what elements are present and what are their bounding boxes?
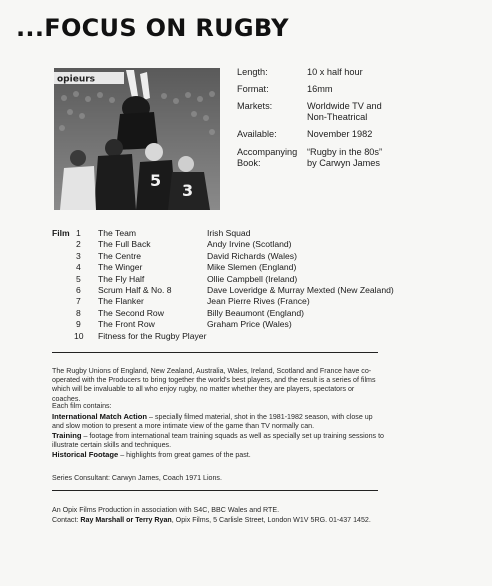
rugby-lineout-photo [54, 68, 220, 210]
photo-banner-text: opieurs [57, 74, 96, 85]
photo-illustration [54, 68, 220, 210]
brochure-page: ...FOCUS ON RUGBY opieurs 5 3 Length: 10 x half hour Format: 16mm Markets: Worldwide TV and Non-Theatrical Available: November 1982 Accompanying Book: “Rugby in the 80s” by Carwyn James Film 1 The Team Irish Squad 2 The Full Back Andy Irvine (Scotland) 3 The Centre David Richards (Wales) 4 The Winger Mike Slemen (England) 5 The Fly Half Ollie Campbell (Ireland) 6 Scrum Half & No. 8 Dave Loveridge & Murray Mexted (New Zealand) 7 The Flanker Jean Pierre Rives (France) 8 The Second Row Billy Beaumont (England) 9 The Front Row Graham Price (Wales) 10 Fitness for the Rugby Player The Rugby Unions of England, New Zealand, Australia, Wales, Ireland, Scotland and France have co-operated with the Producers to bring together the world's best players, and the result is a series of films which will be invaluable to all who enjoy rugby, no matter whether they are players, spectators or coaches. Each film contains: International Match Action – specially filmed material, shot in the 1981-1982 season, with close up and slow motion to present a more intimate view of the game than TV normally can. Training – footage from international team training squads as well as specially set up training sessions to illustrate certain skills and techniques. Historical Footage – highlights from great games of the past. Series Consultant: Carwyn James, Coach 1971 Lions. An Opix Films Production in association with S4C, BBC Wales and RTE. Contact: Ray Marshall or Terry Ryan, Opix Films, 5 Carlisle Street, London W1V 5RG. 01-437 1452. [16, 14, 394, 524]
content-item-historical: Historical Footage – highlights from great games of the past. [52, 450, 251, 459]
content-item-training: Training – footage from international team training squads as well as specially set up training sessions to illustrate certain skills and techniques. [52, 431, 384, 450]
description: The Rugby Unions of England, New Zealand, Australia, Wales, Ireland, Scotland and France have co-operated with the Producers to bring together the world's best players, and the result is a series of films which will be invaluable to all who enjoy rugby, no matter whether they are players, spectators or coaches. [52, 367, 376, 403]
films-label: Film [52, 228, 70, 238]
contact-line: Contact: Ray Marshall or Terry Ryan, Opix Films, 5 Carlisle Street, London W1V 5RG. 01-437 1452. [52, 516, 371, 524]
divider-top [52, 352, 378, 353]
content-item-match-action: International Match Action – specially filmed material, shot in the 1981-1982 season, with close up and slow motion to present a more intimate view of the game than TV normally can. [52, 412, 373, 431]
series-consultant: Series Consultant: Carwyn James, Coach 1971 Lions. [52, 474, 222, 482]
contains-label: Each film contains: [52, 402, 112, 410]
jersey-number-3: 3 [182, 181, 194, 200]
jersey-number-5: 5 [150, 171, 162, 190]
divider-bottom [52, 490, 378, 491]
page-title: ...FOCUS ON RUGBY [16, 14, 289, 42]
production-credit: An Opix Films Production in association with S4C, BBC Wales and RTE. [52, 506, 280, 514]
